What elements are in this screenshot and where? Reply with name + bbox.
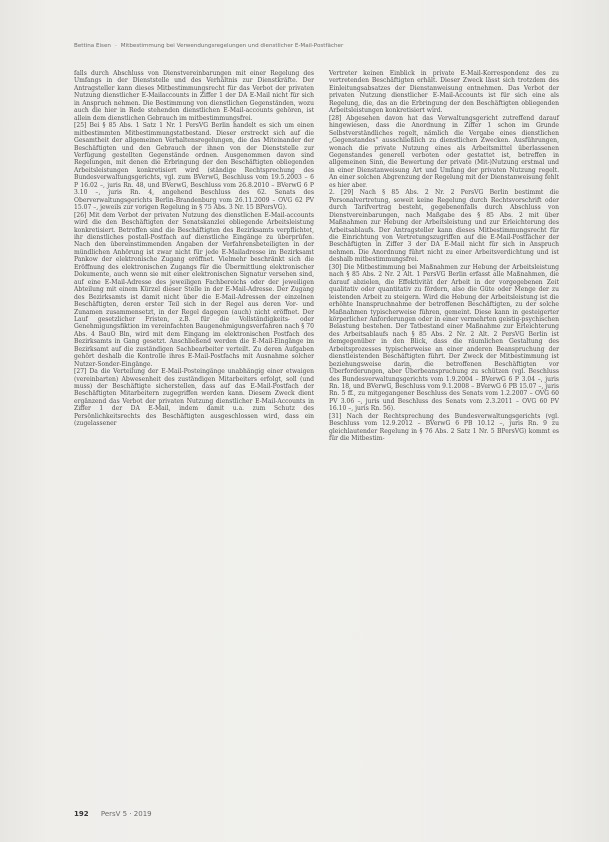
running-head-author: Bettina Eisen bbox=[74, 43, 111, 49]
running-head-title: Mitbestimmung bei Verwendungsregelungen und dienstlicher E-Mail-Postfächer bbox=[120, 43, 344, 49]
page-number: 192 bbox=[74, 810, 89, 818]
paragraph: [31] Nach der Rechtsprechung des Bundesverwaltungsgerichts (vgl. Beschluss vom 12.9.2012 – BVerwG 6 PB 10.12 –, juris Rn. 9 zu gleichlautender Regelung in § 76 Abs. 2 Satz 1 Nr. 5 BPersVG) kommt es für die Mitbestim- bbox=[329, 412, 559, 443]
paragraph: [26] Mit dem Verbot der privaten Nutzung des dienstlichen E-Mail-accounts wird die den Beschäftigten der Senatskanzlei obliegende Arbeitsleistung konkretisiert. Betroffen sind die Beschäftigten des Bezirksamts verpflichtet, ihr dienstliches postall-Postfach auf dienstliche Eingänge zu überprüfen. Nach den übereinstimmenden Angaben der Verfahrensbeteiligten in der mündlichen Anhörung ist zwar nicht für jede E-Mailadresse im Bezirksamt Pankow der elektronische Zugang eröffnet. Vielmehr beschränkt sich die Eröffnung des elektronischen Zugangs für die Übermittlung elektronischer Dokumente, auch wenn sie mit einer elektronischen Signatur versehen sind, auf eine E-Mail-Adresse des jeweiligen Fachbereichs oder der jeweiligen Abteilung mit einem Kürzel dieser Stelle in der E-Mail-Adresse. Der Zugang des Bezirksamts ist damit nicht über die E-Mail-Adressen der einzelnen Beschäftigten, deren erster Teil sich in der Regel aus deren Vor- und Zunamen zusammensetzt, in der Regel dagegen (auch) nicht eröffnet. Der Lauf gesetzlicher Fristen, z.B. für die Vollständigkeits- oder Genehmigungsfiktion im vereinfachten Baugenehmigungsverfahren nach § 70 Abs. 4 BauO Bln, wird mit dem Eingang im elektronischen Postfach des Bezirksamts in Gang gesetzt. Anschließend werden die E-Mail-Eingänge im Bezirksamt auf die zuständigen Sachbearbeiter verteilt. Zu deren Aufgaben gehört deshalb die Kontrolle ihres E-Mail-Postfachs mit Ausnahme solcher Nutzer-Sonder-Eingänge. bbox=[74, 211, 314, 368]
running-head-separator: · bbox=[114, 43, 117, 49]
issue-label: PersV 5 · 2019 bbox=[100, 810, 152, 818]
paragraph: Vertreter keinen Einblick in private E-Mail-Korrespondenz des zu vertretenden Beschäftigten erhält. Dieser Zweck lässt sich trotzdem des Einleitungsabsatzes der Dienstanweisung entnehmen. Das Verbot der privaten Nutzung dienstlicher E-Mail-Accounts ist für sich eine als Regelung, die, das an die Erbringung der den Beschäftigten obliegenden Arbeitsleistungen konkretisiert wird. bbox=[329, 70, 559, 115]
paragraph: [25] Bei § 85 Abs. 1 Satz 1 Nr. 1 PersVG Berlin handelt es sich um einen mitbestimmten Mitbestimmungstatbestand. Dieser erstreckt sich auf die Gesamtheit der allgemeinen Verhaltensregelungen, die das Miteinander der Beschäftigten und den Gebrauch der ihnen von der Dienststelle zur Verfügung gestellten Gegenstände ordnen. Ausgenommen davon sind Regelungen, mit denen die Erbringung der den Beschäftigten obliegenden Arbeitsleistungen konkretisiert wird (ständige Rechtsprechung des Bundesverwaltungsgerichts, vgl. zum BVerwG, Beschluss vom 19.5.2003 – 6 P 16.02 –, juris Rn. 48, und BVerwG, Beschluss vom 26.8.2010 – BVerwG 6 P 3.10 –, juris Rn. 4, angehend Beschluss des 62. Senats des Oberverwaltungsgerichts Berlin-Brandenburg vom 26.11.2009 – OVG 62 PV 15.07 –, jeweils zur vorigen Regelung in § 75 Abs. 3 Nr. 15 BPersVG). bbox=[74, 122, 314, 212]
paragraph: falls durch Abschluss von Dienstvereinbarungen mit einer Regelung des Umfangs in der Dienststelle und des Verhältnis zur Dienstkräfte. Der Antragsteller kann dieses Mitbestimmungsrecht für das Verbot der privaten Nutzung dienstlicher E-Mailaccounts in Ziffer 1 der DA E-Mail nicht für sich in Anspruch nehmen. Die Bestimmung von dienstlichen Gegenständen, wozu auch die hier in Rede stehenden dienstlichen E-Mail-accounts gehören, ist allein dem dienstlichen Gebrauch im mitbestimmungsfrei. bbox=[74, 70, 314, 122]
paragraph: [27] Da die Verteilung der E-Mail-Posteingänge unabhängig einer etwaigen (vereinbarten) Abwesenheit des zuständigen Mitarbeiters erfolgt, soll (und muss) der Beschäftigte sicherstellen, dass auf das E-Mail-Postfach der Beschäftigten Mitarbeitern zugegriffen werden kann. Diesem Zweck dient ergänzend das Verbot der privaten Nutzung dienstlicher E-Mail-Accounts in Ziffer 1 der DA E-Mail, indem damit u.a. zum Schutz des Persönlichkeitsrechts des Beschäftigten ausgeschlossen wird, dass ein (zugelassener bbox=[74, 368, 314, 428]
right-text-column bbox=[329, 70, 559, 443]
paragraph: [28] Abgesehen davon hat das Verwaltungsgericht zutreffend darauf hingewiesen, dass die Anordnung in Ziffer 1 schon im Grunde Selbstverständliches regelt, nämlich die Vergabe eines dienstlichen „Gegenstandes“ ausschließlich zu dienstlichen Zwecken. Ausführungen, wonach die private Nutzung eines als Arbeitsmittel überlassenen Gegenstandes generell verboten oder gestattet ist, betreffen in allgemeinen Sinn, die Bewertung der private (Mit-)Nutzung erstmal und in einer Dienstanweisung Art und Umfang der privaten Nutzung regelt. An einer solchen Abgrenzung der Regelung mit der Dienstanweisung fehlt es hier aber. bbox=[329, 114, 559, 189]
paragraph: 2. [29] Nach § 85 Abs. 2 Nr. 2 PersVG Berlin bestimmt die Personalvertretung, soweit keine Regelung durch Rechtsvorschrift oder durch Tarifvertrag besteht, gegebenenfalls durch Abschluss von Dienstvereinbarungen, nach Maßgabe des § 85 Abs. 2 mit über Maßnahmen zur Hebung der Arbeitsleistung und zur Erleichterung des Arbeitsablaufs. Der Antragsteller kann dieses Mitbestimmungsrecht für die Einrichtung von Vertretungszugriffen auf die E-Mail-Postfächer der Beschäftigten in Ziffer 3 der DA E-Mail nicht für sich in Anspruch nehmen. Die Anordnung führt nicht zu einer Arbeitsverdichtung und ist deshalb mitbestimmungsfrei. bbox=[329, 189, 559, 264]
left-text-column bbox=[74, 70, 314, 428]
running-head bbox=[74, 43, 534, 49]
paragraph: [30] Die Mitbestimmung bei Maßnahmen zur Hebung der Arbeitsleistung nach § 85 Abs. 2 Nr. 2 Alt. 1 PersVG Berlin erfasst alle Maßnahmen, die darauf abzielen, die Effektivität der Arbeit in der vorgegebenen Zeit qualitativ oder quantitativ zu fördern, also die Güte oder Menge der zu leistenden Arbeit zu steigern. Wird die Hebung der Arbeitsleistung ist die erhöhte Inanspruchnahme der betroffenen Beschäftigten, zu der solche Maßnahmen typischerweise führen, gemeint. Diese kann in gesteigerter körperlicher Anforderungen oder in einer vermehrten geistig-psychischen Belastung bestehen. Der Tatbestand einer Maßnahme zur Erleichterung des Arbeitsablaufs nach § 85 Abs. 2 Nr. 2 Alt. 2 PersVG Berlin ist demgegenüber in den Blick, dass die räumlichen Gestaltung des Arbeitsprozesses typischerweise an einer anderen Beanspruchung der dienstleistenden Beschäftigten führt. Der Zweck der Mitbestimmung ist beziehungsweise darin, die betroffenen Beschäftigten vor Überforderungen, aber Überbeanspruchung zu schützen (vgl. Beschluss des Bundesverwaltungsgerichts vom 1.9.2004 – BVerwG 6 P 3.04 –, juris Rn. 18, und BVerwG, Beschluss vom 9.1.2008 – BVerwG 6 PB 15.07 –, juris Rn. 5 ff., zu mitgegangener Beschluss des Senats vom 1.2.2007 – OVG 60 PV 3.06 –, juris und Beschluss des Senats vom 2.3.2011 – OVG 60 PV 16.10 –, juris Rn. 56). bbox=[329, 263, 559, 413]
page-footer bbox=[74, 810, 152, 818]
